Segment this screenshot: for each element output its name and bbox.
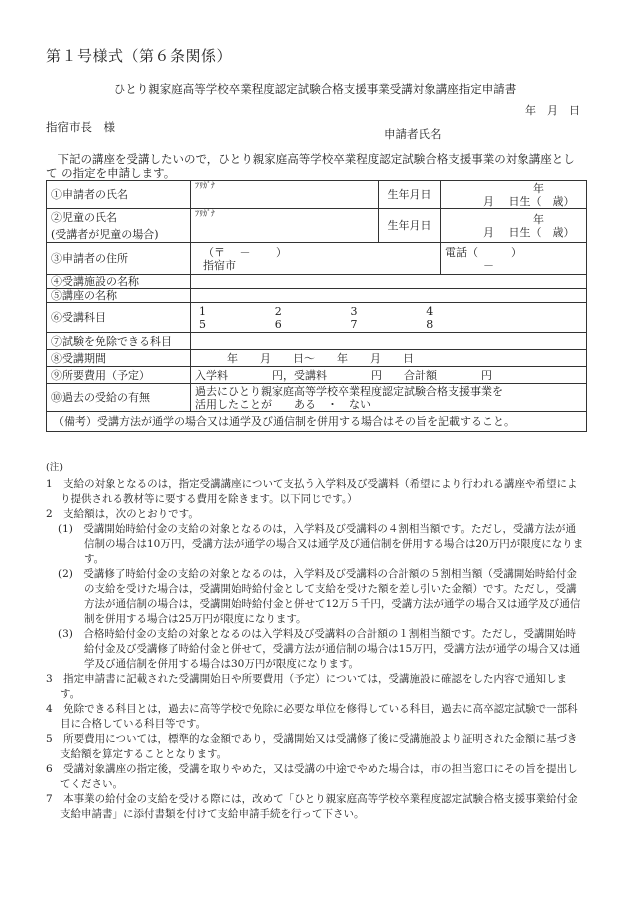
birth-label: 生年月日 [379, 209, 441, 243]
facility-field[interactable] [191, 275, 587, 289]
note-item: 4 免除できる科目とは，過去に高等学校で免除に必要な単位を修得している科目，過去に高卒認定試験で一部科目に合格している科目等です。 [46, 703, 578, 730]
subject-number: 4 [426, 304, 434, 318]
course-field[interactable] [191, 289, 587, 303]
city-name: 指宿市 [203, 258, 236, 272]
subject-number: 5 [199, 317, 206, 331]
remarks: （備考）受講方法が通学の場合又は通学及び通信制を併用する場合はその旨を記載すること。 [47, 412, 587, 432]
addressee: 指宿市長 様 [46, 120, 115, 134]
past-value-line-2: 活用したことが ある ・ ない [195, 397, 371, 411]
table-row [47, 412, 587, 432]
table-row [47, 209, 587, 243]
furigana-label: ﾌﾘｶﾞﾅ [195, 209, 215, 218]
cost-field[interactable]: 入学料 円，受講料 円 合計額 円 [191, 367, 587, 384]
past-field[interactable] [191, 384, 587, 412]
past-label: ⑩過去の受給の有無 [47, 384, 191, 412]
child-name-label: ②児童の氏名 [51, 210, 117, 224]
notes-label: (注) [46, 462, 63, 473]
applicant-birth-field[interactable] [441, 181, 587, 209]
cost-label: ⑨所要費用（予定） [47, 367, 191, 384]
address-field[interactable] [191, 243, 441, 275]
table-row [47, 384, 587, 412]
child-birth-field[interactable] [441, 209, 587, 243]
document-title: ひとり親家庭高等学校卒業程度認定試験合格支援事業受講対象講座指定申請書 [113, 82, 517, 96]
address-label: ③申請者の住所 [47, 243, 191, 275]
applicant-name-label: 申請者氏名 [384, 127, 442, 141]
exempt-field[interactable] [191, 333, 587, 350]
table-row [47, 367, 587, 384]
exempt-label: ⑦試験を免除できる科目 [47, 333, 191, 350]
subjects-field[interactable] [191, 303, 587, 333]
birth-date: 月 日生（ 歳） [483, 225, 575, 239]
subject-number: 3 [350, 304, 358, 318]
application-table [46, 180, 587, 432]
period-field[interactable]: 年 月 日～ 年 月 日 [191, 350, 587, 367]
past-value-line-1: 過去にひとり親家庭高等学校卒業程度認定試験合格支援事業を [195, 384, 503, 398]
subject-number: 2 [274, 304, 282, 318]
subjects-row-1 [195, 305, 582, 318]
table-row [47, 350, 587, 367]
phone-dash: － [483, 258, 494, 272]
subjects-label: ⑥受講科目 [47, 303, 191, 333]
note-item: 6 受講対象講座の指定後，受講を取りやめた，又は受講の中途でやめた場合は，市の担当窓口にその旨を提出してください。 [46, 763, 578, 790]
notes-section [46, 460, 586, 822]
table-row [47, 289, 587, 303]
note-item: 7 本事業の給付金の支給を受ける際には，改めて「ひとり親家庭高等学校卒業程度認定試験合格支援事業給付金支給申請書」に添付書類を付けて支給申請手続を行って下さい。 [46, 793, 578, 820]
birth-year: 年 [533, 181, 544, 195]
subject-number: 7 [350, 317, 358, 331]
applicant-name-field[interactable] [191, 181, 379, 209]
subject-number: 8 [426, 317, 434, 331]
birth-label: 生年月日 [379, 181, 441, 209]
birth-year: 年 [533, 212, 544, 226]
furigana-label: ﾌﾘｶﾞﾅ [195, 181, 215, 190]
phone-label: 電話（ ） [445, 245, 522, 259]
subject-number: 1 [199, 304, 206, 318]
child-name-sub: (受講者が児童の場合) [51, 227, 159, 241]
table-row [47, 303, 587, 333]
child-name-field[interactable] [191, 209, 379, 243]
form-number: 第１号様式（第６条関係） [46, 47, 233, 65]
table-row [47, 243, 587, 275]
postal-code: （〒 － ） [203, 245, 287, 259]
birth-date: 月 日生（ 歳） [483, 194, 575, 208]
date-line: 年 月 日 [525, 104, 580, 117]
table-row [47, 333, 587, 350]
child-name-label-cell [47, 209, 191, 243]
note-item: 2 支給額は，次のとおりです。 [46, 508, 199, 520]
note-item: (2) 受講修了時給付金の支給の対象となるのは，入学料及び受講料の合計額の５割相当額（受講開始時給付金の支給を受けた場合は，受講開始時給付金として支給を受けた額を差し引いた金額）です。ただし，受講方法が通信制の場合は，受講開始時給付金と併せて12万５千円，受講方法が通学の場合又は通学及び通信制を併用する場合は25万円が限度になります。 [58, 568, 581, 625]
period-label: ⑧受講期間 [47, 350, 191, 367]
note-item: (3) 合格時給付金の支給の対象となるのは入学料及び受講料の合計額の１割相当額です。ただし，受講開始時給付金及び受講修了時給付金と併せて，受講方法が通信制の場合は15万円，受講方法が通学の場合又は通学及び通信制を併用する場合は30万円が限度になります。 [58, 628, 581, 670]
intro-text: 下記の講座を受講したいので，ひとり親家庭高等学校卒業程度認定試験合格支援事業の対象講座として の指定を申請します。 [46, 152, 575, 180]
note-item: (1) 受講開始時給付金の支給の対象となるのは，入学料及び受講料の４割相当額です。ただし，受講方法が通信制の場合は10万円，受講方法が通学の場合又は通学及び通信制を併用する場合は20万円が限度になります。 [58, 523, 584, 565]
applicant-name-label-cell: ①申請者の氏名 [47, 181, 191, 209]
course-label: ⑤講座の名称 [47, 289, 191, 303]
table-row [47, 181, 587, 209]
subjects-row-2 [195, 318, 582, 331]
note-item: 1 支給の対象となるのは，指定受講講座について支払う入学料及び受講料（希望により行われる講座や希望により提供される教材等に要する費用を除きます。以下同じです。） [46, 478, 578, 505]
note-item: 5 所要費用については，標準的な金額であり，受講開始又は受講修了後に受講施設より証明された金額に基づき支給額を算定することとなります。 [46, 733, 578, 760]
subject-number: 6 [274, 317, 282, 331]
phone-field[interactable] [441, 243, 587, 275]
table-row [47, 275, 587, 289]
facility-label: ④受講施設の名称 [47, 275, 191, 289]
note-item: 3 指定申請書に記載された受講開始日や所要費用（予定）については，受講施設に確認をした内容で通知します。 [46, 673, 567, 700]
